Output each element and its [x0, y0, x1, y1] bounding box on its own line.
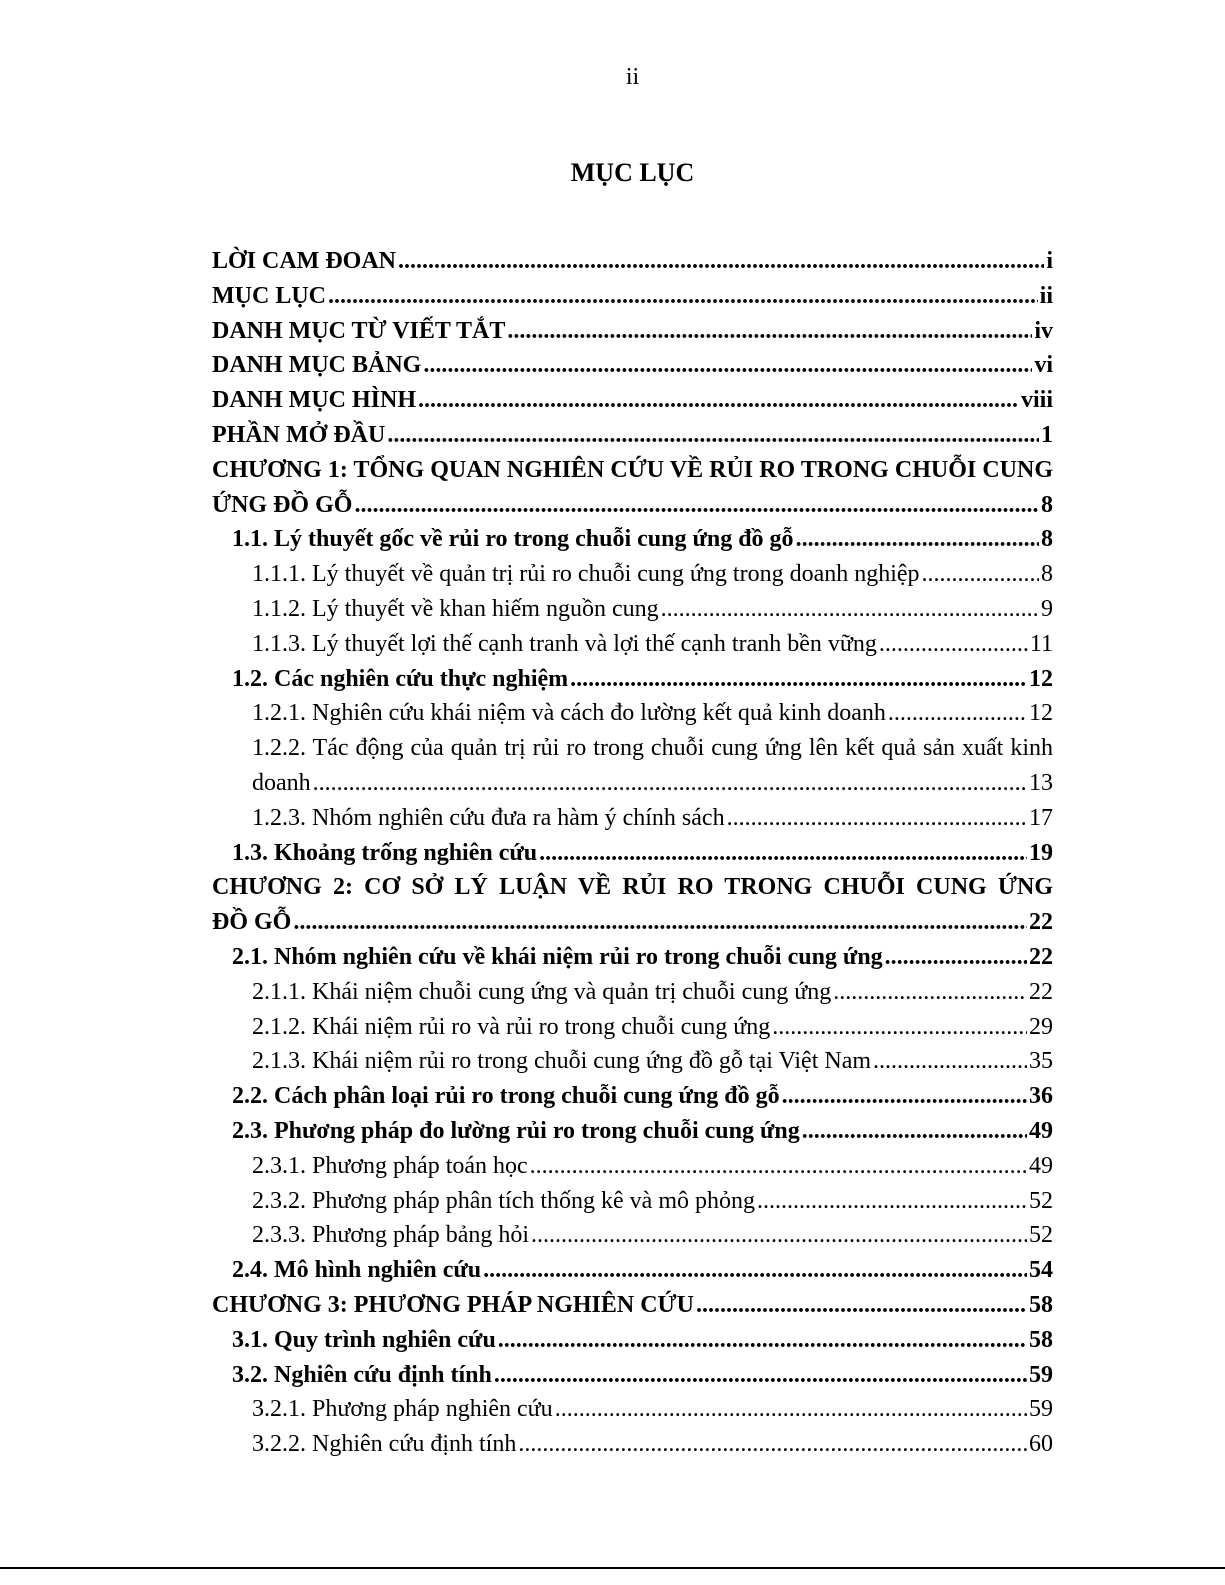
dot-leader	[423, 348, 1032, 383]
toc-entry-page: 8	[1041, 491, 1053, 518]
toc-entry-page: i	[1046, 248, 1053, 274]
toc-entry	[212, 1358, 1053, 1393]
dot-leader	[328, 279, 1038, 314]
toc-entry	[212, 418, 1053, 453]
toc-entry-title-continuation: doanh	[252, 769, 311, 796]
toc-entry-page: 58	[1029, 1326, 1053, 1353]
dot-leader	[727, 801, 1027, 836]
toc-entry	[212, 1114, 1053, 1149]
dot-leader	[796, 522, 1039, 557]
toc-entry	[212, 522, 1053, 557]
toc-entry-page: ii	[1039, 282, 1053, 309]
toc-entry-title: CHƯƠNG 1: TỔNG QUAN NGHIÊN CỨU VỀ RỦI RO TRONG CHUỖI CUNG	[212, 456, 1053, 483]
dot-leader	[354, 488, 1039, 523]
toc-entry	[212, 836, 1053, 871]
toc-entry-page: 58	[1029, 1291, 1053, 1318]
dot-leader	[879, 627, 1028, 662]
toc-entry	[212, 940, 1053, 975]
toc-entry-title: LỜI CAM ĐOAN	[212, 248, 396, 274]
toc-entry-page: viii	[1020, 387, 1053, 414]
toc-entry	[212, 348, 1053, 383]
toc-entry-page: 49	[1029, 1117, 1053, 1144]
toc-entry-page: 54	[1029, 1257, 1053, 1284]
dot-leader	[696, 1288, 1027, 1323]
toc-entry	[212, 1392, 1053, 1427]
toc-entry-title: 2.2. Cách phân loại rủi ro trong chuỗi cung ứng đồ gỗ	[232, 1083, 780, 1110]
dot-leader	[661, 592, 1039, 627]
toc-entry-title: 1.3. Khoảng trống nghiên cứu	[232, 839, 538, 866]
dot-leader	[531, 1218, 1027, 1253]
dot-leader	[570, 662, 1027, 697]
toc-entry	[212, 383, 1053, 418]
dot-leader	[387, 418, 1039, 453]
dot-leader	[313, 766, 1027, 801]
toc-entry	[212, 1044, 1053, 1079]
dot-leader	[293, 905, 1027, 940]
toc-entry-page: 8	[1041, 526, 1053, 553]
toc-entry	[212, 557, 1053, 592]
toc-entry-page: 12	[1029, 700, 1053, 727]
toc-entry-title: DANH MỤC TỪ VIẾT TẮT	[212, 317, 506, 344]
toc-entry-title: 1.2.2. Tác động của quản trị rủi ro trong chuỗi cung ứng lên kết quả sản xuất kinh	[252, 735, 1053, 762]
toc-entry-title: 3.2.1. Phương pháp nghiên cứu	[252, 1396, 553, 1423]
toc-entry-title: 1.1.2. Lý thuyết về khan hiếm nguồn cung	[252, 595, 659, 622]
toc-entry	[212, 1218, 1053, 1253]
toc-entry-title: 2.1.2. Khái niệm rủi ro và rủi ro trong chuỗi cung ứng	[252, 1013, 771, 1040]
toc-entry-page: 52	[1029, 1187, 1053, 1214]
toc-entry	[212, 1184, 1053, 1219]
toc-entry	[212, 696, 1053, 731]
toc-entry	[212, 975, 1053, 1010]
dot-leader	[885, 940, 1027, 975]
toc-entry-page: 22	[1029, 909, 1053, 936]
dot-leader	[888, 696, 1027, 731]
toc-entry	[212, 1079, 1053, 1114]
toc-entry-title: 1.2.1. Nghiên cứu khái niệm và cách đo lường kết quả kinh doanh	[252, 700, 886, 727]
toc-entry	[212, 592, 1053, 627]
toc-entry-page: 12	[1029, 665, 1053, 692]
toc-entry	[212, 1010, 1053, 1045]
page-number: ii	[625, 64, 640, 90]
table-of-contents	[212, 244, 1053, 1462]
toc-entry-title: 3.2. Nghiên cứu định tính	[232, 1361, 492, 1388]
toc-entry	[212, 453, 1053, 488]
toc-entry	[212, 314, 1053, 349]
dot-leader	[418, 383, 1019, 418]
toc-entry-page: 17	[1029, 804, 1053, 831]
toc-entry-title-continuation: ĐỒ GỖ	[212, 909, 292, 936]
toc-entry-continuation	[212, 766, 1053, 801]
toc-entry-page: 13	[1029, 769, 1053, 796]
toc-entry-page: 22	[1029, 978, 1053, 1005]
toc-entry-title: 1.1.1. Lý thuyết về quản trị rủi ro chuỗi cung ứng trong doanh nghiệp	[252, 561, 920, 588]
dot-leader	[530, 1149, 1027, 1184]
toc-entry	[212, 1427, 1053, 1462]
toc-entry-title: 2.1. Nhóm nghiên cứu về khái niệm rủi ro trong chuỗi cung ứng	[232, 943, 883, 970]
toc-entry-title: 2.1.3. Khái niệm rủi ro trong chuỗi cung ứng đồ gỗ tại Việt Nam	[252, 1048, 872, 1075]
toc-title: MỤC LỤC	[570, 158, 695, 187]
toc-entry-title: 2.3.3. Phương pháp bảng hỏi	[252, 1222, 530, 1249]
toc-entry-page: 19	[1029, 839, 1053, 866]
toc-entry-page: 9	[1041, 595, 1053, 622]
toc-entry-title: CHƯƠNG 2: CƠ SỞ LÝ LUẬN VỀ RỦI RO TRONG CHUỖI CUNG ỨNG	[212, 874, 1053, 901]
toc-entry-page: iv	[1034, 317, 1053, 344]
dot-leader	[398, 244, 1044, 279]
toc-entry	[212, 801, 1053, 836]
toc-entry-title: 3.1. Quy trình nghiên cứu	[232, 1326, 496, 1353]
toc-entry-title: DANH MỤC BẢNG	[212, 352, 422, 379]
toc-entry-title-continuation: ỨNG ĐỒ GỖ	[212, 491, 353, 518]
dot-leader	[757, 1184, 1027, 1219]
toc-entry-page: 59	[1029, 1396, 1053, 1423]
dot-leader	[483, 1253, 1027, 1288]
toc-entry-title: 3.2.2. Nghiên cứu định tính	[252, 1431, 517, 1458]
toc-entry-title: CHƯƠNG 3: PHƯƠNG PHÁP NGHIÊN CỨU	[212, 1291, 694, 1318]
dot-leader	[782, 1079, 1027, 1114]
toc-entry-title: 1.2.3. Nhóm nghiên cứu đưa ra hàm ý chính sách	[252, 804, 725, 831]
toc-entry-continuation	[212, 905, 1053, 940]
toc-entry	[212, 1253, 1053, 1288]
toc-entry-page: 49	[1029, 1152, 1053, 1179]
dot-leader	[772, 1010, 1027, 1045]
toc-entry-page: 35	[1029, 1048, 1053, 1075]
dot-leader	[922, 557, 1039, 592]
dot-leader	[873, 1044, 1027, 1079]
toc-entry-page: 11	[1029, 630, 1053, 657]
toc-entry-title: 2.3.1. Phương pháp toán học	[252, 1152, 528, 1179]
toc-entry-title: 2.4. Mô hình nghiên cứu	[232, 1257, 482, 1284]
dot-leader	[539, 836, 1027, 871]
toc-entry-title: MỤC LỤC	[212, 282, 326, 309]
dot-leader	[555, 1392, 1027, 1427]
toc-entry-page: 22	[1029, 943, 1053, 970]
toc-entry-page: 60	[1029, 1431, 1053, 1458]
toc-entry-page: 59	[1029, 1361, 1053, 1388]
toc-entry-title: 2.3. Phương pháp đo lường rủi ro trong chuỗi cung ứng	[232, 1117, 800, 1144]
toc-entry-page: 29	[1029, 1013, 1053, 1040]
toc-entry	[212, 627, 1053, 662]
toc-entry-title: PHẦN MỞ ĐẦU	[212, 421, 386, 448]
toc-entry	[212, 662, 1053, 697]
bottom-rule	[0, 1567, 1225, 1569]
dot-leader	[802, 1114, 1027, 1149]
dot-leader	[494, 1358, 1027, 1393]
toc-entry	[212, 870, 1053, 905]
toc-entry	[212, 279, 1053, 314]
toc-entry-page: 8	[1041, 561, 1053, 588]
toc-entry-continuation	[212, 488, 1053, 523]
toc-entry	[212, 731, 1053, 766]
dot-leader	[833, 975, 1027, 1010]
toc-entry-page: vi	[1034, 352, 1053, 379]
toc-entry-page: 1	[1041, 421, 1053, 448]
dot-leader	[518, 1427, 1027, 1462]
toc-entry-title: DANH MỤC HÌNH	[212, 387, 416, 414]
toc-entry-title: 1.1.3. Lý thuyết lợi thế cạnh tranh và lợi thế cạnh tranh bền vững	[252, 630, 877, 657]
toc-entry-title: 2.3.2. Phương pháp phân tích thống kê và mô phỏng	[252, 1187, 755, 1214]
dot-leader	[498, 1323, 1027, 1358]
toc-entry-title: 1.1. Lý thuyết gốc về rủi ro trong chuỗi cung ứng đồ gỗ	[232, 526, 794, 553]
toc-entry	[212, 1149, 1053, 1184]
toc-entry	[212, 1288, 1053, 1323]
toc-entry-title: 2.1.1. Khái niệm chuỗi cung ứng và quản trị chuỗi cung ứng	[252, 978, 832, 1005]
dot-leader	[507, 314, 1032, 349]
toc-entry	[212, 244, 1053, 279]
toc-entry-title: 1.2. Các nghiên cứu thực nghiệm	[232, 665, 569, 692]
toc-entry-page: 52	[1029, 1222, 1053, 1249]
toc-entry	[212, 1323, 1053, 1358]
toc-entry-page: 36	[1029, 1083, 1053, 1110]
